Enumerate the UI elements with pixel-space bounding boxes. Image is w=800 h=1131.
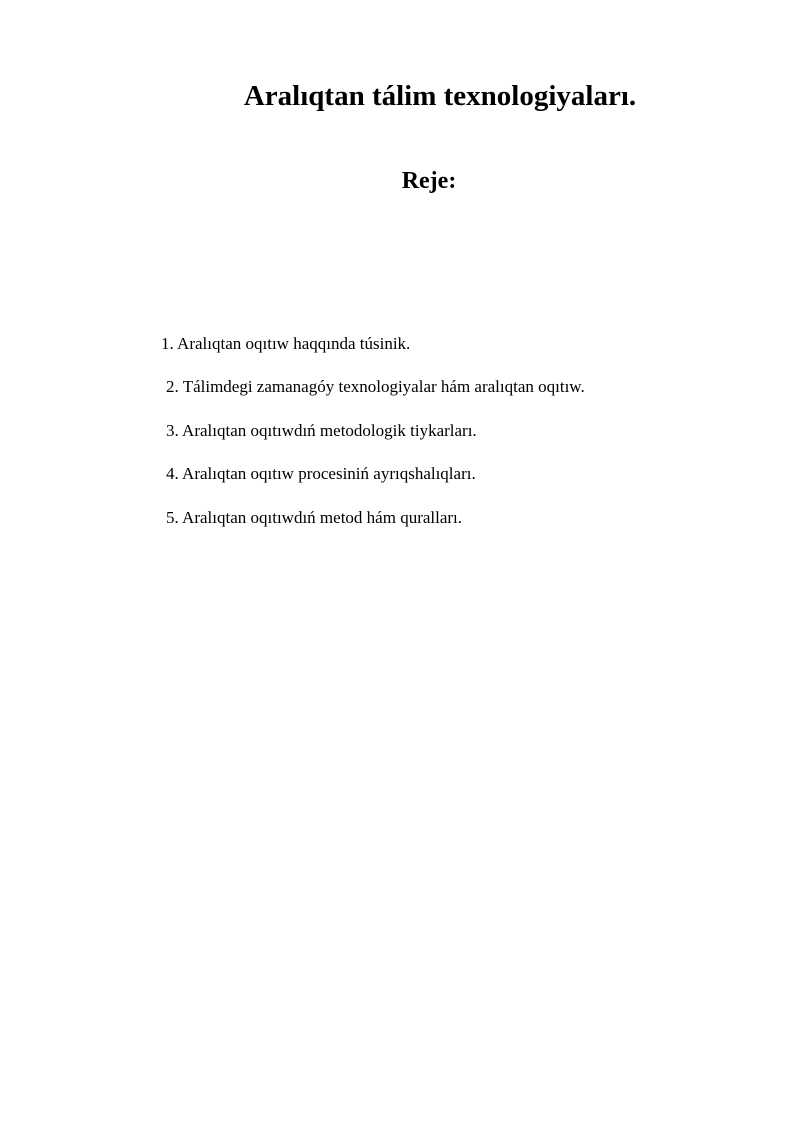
plan-heading: Reje: — [401, 168, 457, 194]
plan-item-2: 2. Tálimdegi zamanagóy texnologiyalar hám aralıqtan oqıtıw. — [166, 377, 585, 396]
plan-item-5: 5. Aralıqtan oqıtıwdıń metod hám quralları. — [166, 508, 463, 527]
document-title: Aralıqtan tálim texnologiyaları. — [243, 80, 637, 112]
plan-item-4: 4. Aralıqtan oqıtıw procesiniń ayrıqshalıqları. — [166, 464, 476, 483]
plan-item-3: 3. Aralıqtan oqıtıwdıń metodologik tiykarları. — [166, 421, 477, 440]
plan-item-1: 1. Aralıqtan oqıtıw haqqında túsinik. — [161, 334, 411, 353]
